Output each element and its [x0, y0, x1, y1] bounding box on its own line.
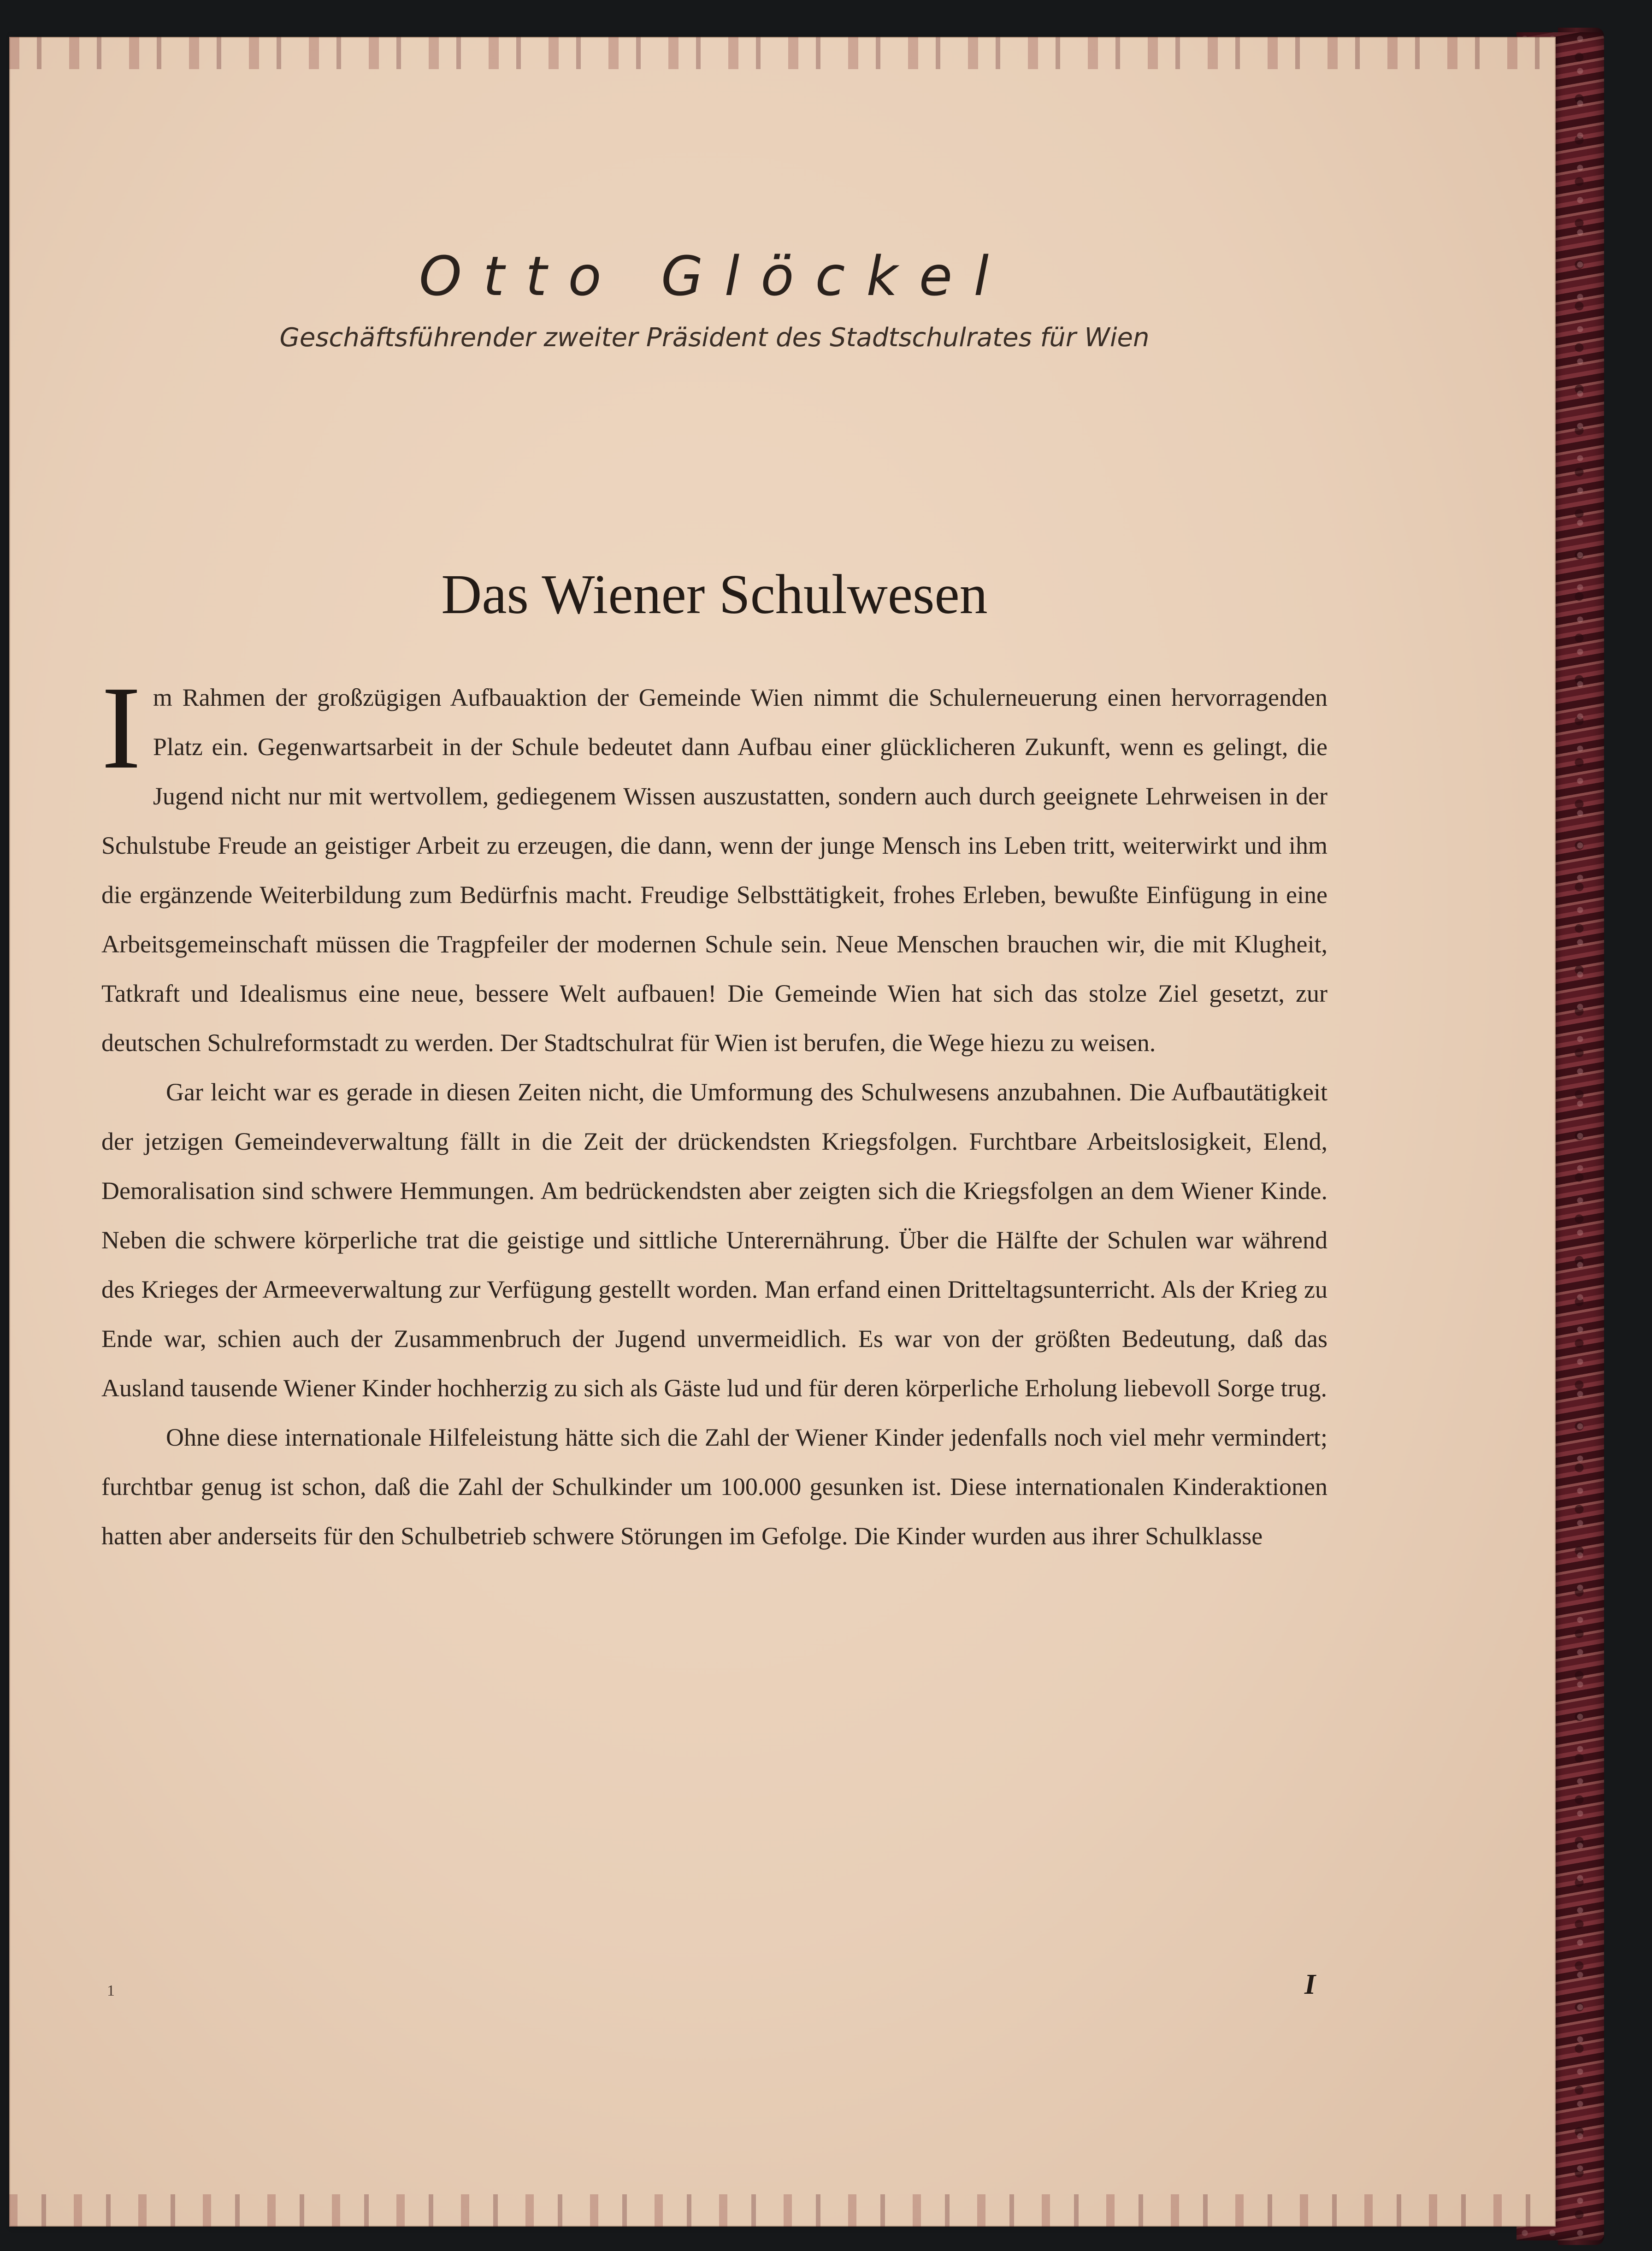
article-body — [101, 662, 1328, 1561]
author-name: Otto Glöckel — [419, 244, 1010, 308]
paragraph: Ohne diese internationale Hilfeleistung hätte sich die Zahl der Wiener Kinder jedenfalls noch viel mehr vermindert; furchtbar genug ist schon, daß die Zahl der Schulkinder um 100.000 gesunken ist. Diese internationalen Kinderaktionen hatten aber anderseits für den Schulbetrieb schwere Störungen im Gefolge. Die Kinder wurden aus ihrer Schulklasse — [101, 1424, 1328, 1550]
signature-mark: 1 — [107, 1982, 115, 1999]
page-number: I — [1304, 1969, 1316, 2000]
page-top-edge — [9, 37, 1556, 69]
page-bottom-edge — [9, 2194, 1556, 2227]
paragraph — [101, 662, 1328, 1068]
author-role: Geschäftsführender zweiter Präsident des Stadtschulrates für Wien — [279, 323, 1150, 353]
paragraph: Gar leicht war es gerade in diesen Zeiten nicht, die Umformung des Schulwesens anzubahnen. Die Aufbautätigkeit der jetzigen Gemeindeverwaltung fällt in die Zeit der drückendsten Kriegsfolgen. Furchtbare Arbeitslosigkeit, Elend, Demoralisation sind schwere Hemmungen. Am bedrückendsten aber zeigten sich die Kriegsfolgen an dem Wiener Kinde. Neben die schwere körperliche trat die geistige und sittliche Unterernährung. Über die Hälfte der Schulen war während des Krieges der Armeeverwaltung zur Verfügung gestellt worden. Man erfand einen Dritteltagsunterricht. Als der Krieg zu Ende war, schien auch der Zusammenbruch der Jugend unvermeidlich. Es war von der größten Bedeutung, daß das Ausland tausende Wiener Kinder hochherzig zu sich als Gäste lud und für deren körperliche Erholung liebevoll Sorge trug. — [101, 1078, 1328, 1402]
article-title: Das Wiener Schulwesen — [441, 563, 988, 626]
drop-cap: I — [101, 662, 141, 793]
paragraph-text: m Rahmen der großzügigen Aufbauaktion der Gemeinde Wien nimmt die Schulerneuerung einen hervorragenden Platz ein. Gegenwartsarbeit in der Schule bedeutet dann Aufbau einer glücklicheren Zukunft, wenn es gelingt, die Jugend nicht nur mit wertvollem, gediegenem Wissen auszustatten, sondern auch durch geeignete Lehrweisen in der Schulstube Freude an geistiger Arbeit zu erzeugen, die dann, wenn der junge Mensch ins Leben tritt, weiterwirkt und ihm die ergänzende Weiterbildung zum Bedürfnis macht. Freudige Selbsttätigkeit, frohes Erleben, bewußte Einfügung in eine Arbeitsgemeinschaft müssen die Tragpfeiler der modernen Schule sein. Neue Menschen brauchen wir, die mit Klugheit, Tatkraft und Idealismus eine neue, bessere Welt aufbauen! Die Gemeinde Wien hat sich das stolze Ziel gesetzt, zur deutschen Schulreformstadt zu werden. Der Stadtschulrat für Wien ist berufen, die Wege hiezu zu weisen. — [101, 684, 1328, 1057]
